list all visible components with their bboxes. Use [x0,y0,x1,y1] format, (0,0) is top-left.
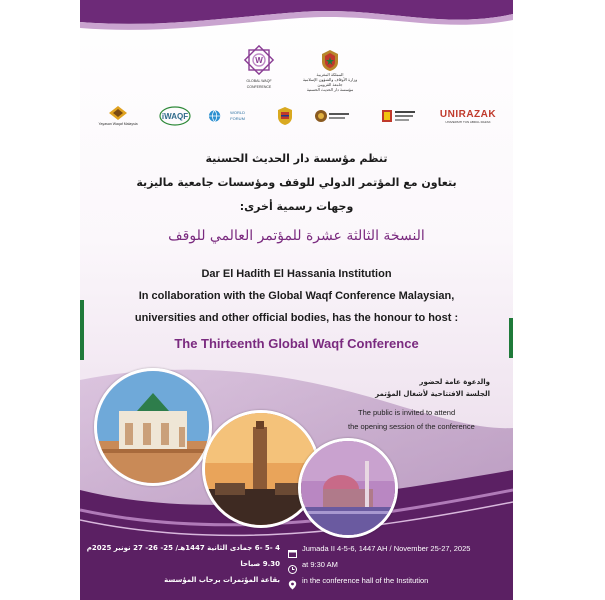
putra-mosque-illustration [301,441,395,535]
unirazak-subtitle: UNIVERSITI TUN ABDUL RAZAK [445,119,491,124]
yayasan-caption: Yayasan Waqaf Malaysia [98,122,138,126]
world-forum-caption: WORLD FORUM [230,110,246,121]
invitation-ar-line1: والدعوة عامة لحضور [419,378,490,386]
iwaqf-logo [158,104,192,128]
unirazak-name: UNIRAZAK [439,108,497,120]
morocco-line2: وزارة الأوقاف والشؤون الإسلامية [302,77,358,82]
putra-mosque-photo [298,438,398,538]
yayasan-emblem-icon [108,105,128,121]
malaysia-crest-logo [273,104,297,128]
world-forum-logo [208,104,252,128]
arabic-intro-line1: تنظم مؤسسة دار الحديث الحسنية [205,152,388,165]
iwaqf-emblem-icon [159,105,191,127]
morocco-line4: مؤسسة دار الحديث الحسنية [306,87,354,92]
invitation-en-line2: the opening session of the conference [348,422,475,431]
morocco-coat-of-arms-icon [318,48,342,72]
english-intro-line1: Dar El Hadith El Hassania Institution [201,268,392,280]
poster [80,0,513,600]
place-en: in the conference hall of the Institution [302,576,429,585]
english-intro-line2: In collaboration with the Global Waqf Conference Malaysian, [138,290,455,302]
date-ar: 4 -5 -6 جمادى الثانية 1447هـ/ 25- 26- 27 نونبر 2025م [86,544,280,552]
university-emblem-icon [314,109,350,123]
date-en: Jumada II 4-5-6, 1447 AH / November 25-27, 2025 [302,544,471,553]
english-intro-line3: universities and other official bodies, has the honour to host : [134,312,459,324]
gwc-logo [236,42,282,90]
malaysian-university-icon [381,108,417,124]
arabic-intro-line3: وجهات رسمية أخرى: [239,200,354,213]
time-en: at 9:30 AM [302,560,338,569]
unirazak-logo [438,104,498,128]
malaysia-crest-icon [275,106,295,126]
morocco-line3: جامعة القرويين [317,82,343,87]
invitation-ar-line2: الجلسة الافتتاحية لأشغال المؤتمر [375,390,490,398]
svg-text:iWAQF: iWAQF [161,112,189,121]
mausoleum-illustration [97,371,209,483]
edge-accent-left [80,300,84,360]
morocco-logo [300,40,360,100]
gwc-emblem-icon [241,42,277,78]
malaysian-university-logo [380,106,418,126]
svg-text:W: W [255,56,263,65]
arabic-conference-title: النسخة الثالثة عشرة للمؤتمر العالمي للوقف [168,228,425,244]
english-conference-title: The Thirteenth Global Waqf Conference [174,336,419,351]
morocco-line1: المملكة المغربية [316,72,344,77]
invitation-en-line1: The public is invited to attend [358,408,456,417]
yayasan-waqaf-logo [94,102,142,130]
gwc-caption: GLOBAL WAQF CONFERENCE [246,79,272,89]
world-forum-globe-icon [208,109,221,123]
top-wave-decoration [80,0,513,40]
arabic-intro-line2: بتعاون مع المؤتمر الدولي للوقف ومؤسسات جامعية ماليزية [136,176,457,189]
location-pin-icon [288,575,297,594]
mausoleum-photo [94,368,212,486]
university-emblem-logo [312,106,352,126]
place-ar: بقاعة المؤتمرات برحاب المؤسسة [164,576,280,584]
hassan-mosque-illustration [205,413,317,525]
time-ar: 9.30 صباحا [240,560,280,568]
